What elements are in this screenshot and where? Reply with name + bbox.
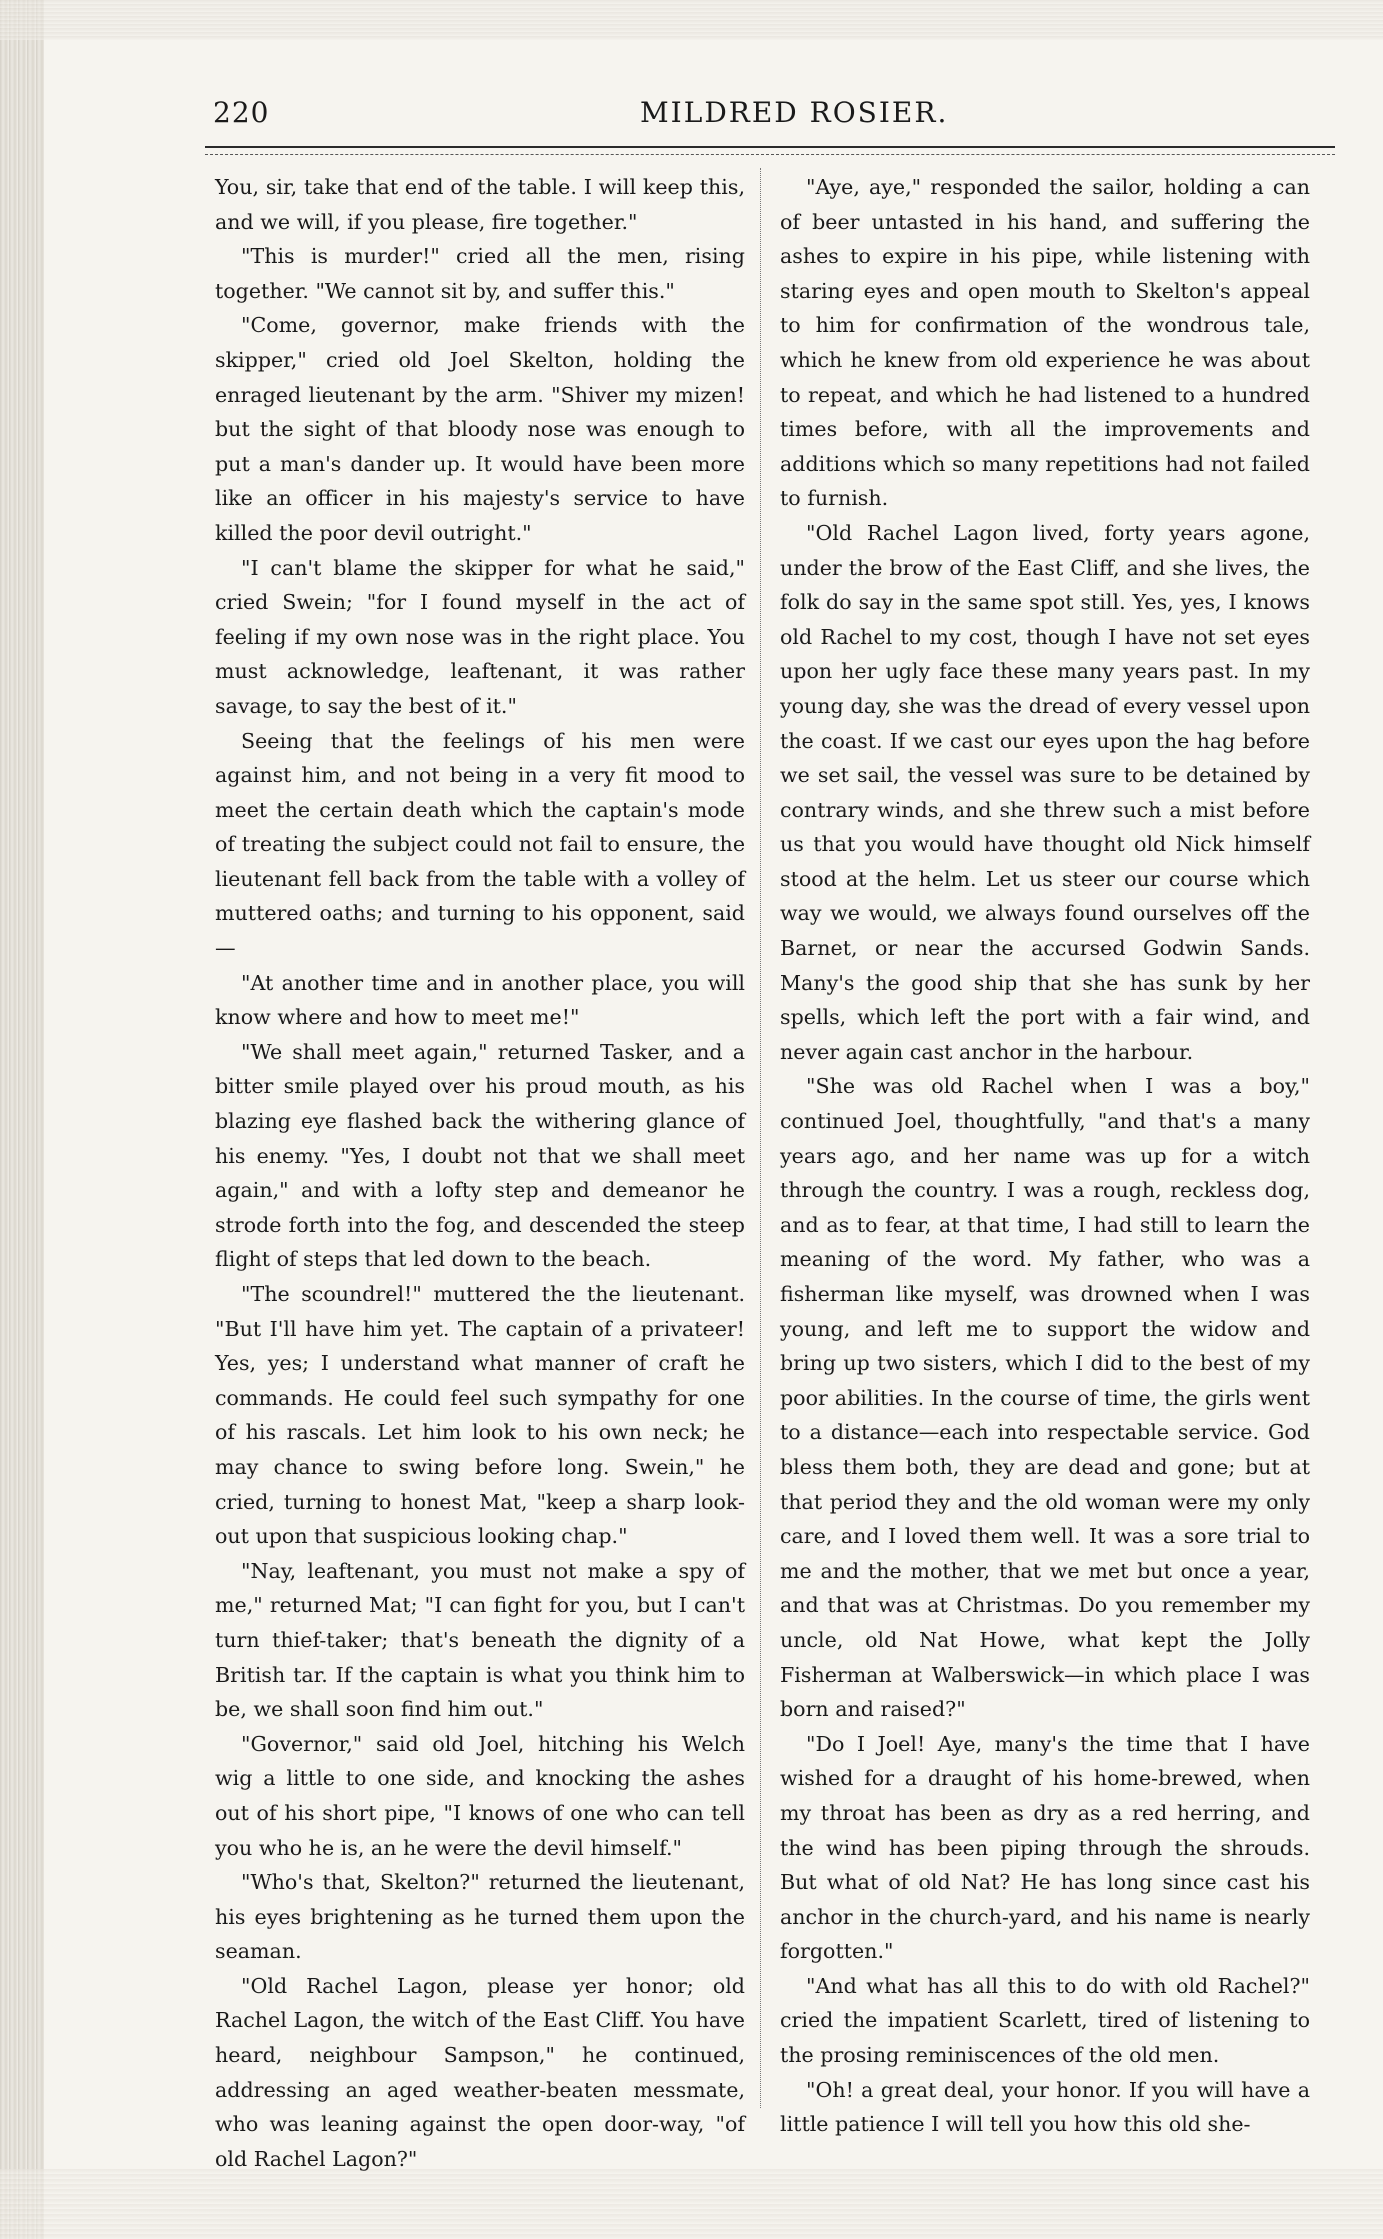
paragraph: "Nay, leaftenant, you must not make a spy of me," returned Mat; "I can fight for you, but I can't turn thief-taker; that's beneath the dignity of a British tar. If the captain is what you think him to be, we shall soon find him out." — [215, 1558, 745, 1722]
paragraph: "I can't blame the skipper for what he said," cried Swein; "for I found myself in the act of feeling if my own nose was in the right place. You must acknowledge, leaftenant, it was rather savage, to say the best of it." — [215, 555, 745, 718]
paragraph: "Who's that, Skelton?" returned the lieutenant, his eyes brightening as he turned them upon the seaman. — [215, 1870, 745, 1964]
page-header — [205, 96, 1335, 142]
paragraph: "Do I Joel! Aye, many's the time that I have wished for a draught of his home-brewed, when my throat has been as dry as a red herring, and the wind has been piping through the shrouds. But what of old Nat? He has long since cast his anchor in the church-yard, and his name is nearly forgotten." — [780, 1731, 1310, 1964]
left-text-column — [215, 170, 745, 2171]
column-divider — [760, 168, 761, 2108]
scanned-page-edge — [0, 0, 44, 2239]
running-title: MILDRED ROSIER. — [640, 96, 949, 129]
paragraph: Seeing that the feelings of his men were against him, and not being in a very fit mood to meet the certain death which the captain's mode of treating the subject could not fail to ensure, the lieutenant fell back from the table with a volley of muttered oaths; and turning to his opponent, said— — [215, 728, 745, 961]
paragraph: "Old Rachel Lagon lived, forty years agone, under the brow of the East Cliff, and she lives, the folk do say in the same spot still. Yes, yes, I knows old Rachel to my cost, though I have not set eyes upon her ugly face these many years past. In my young day, she was the dread of every vessel upon the coast. If we cast our eyes upon the hag before we set sail, the vessel was sure to be detained by contrary winds, and she threw such a mist before us that you would have thought old Nick himself stood at the helm. Let us steer our course which way we would, we always found ourselves off the Barnet, or near the accursed Godwin Sands. Many's the good ship that she has sunk by her spells, which left the port with a fair wind, and never again cast anchor in the harbour. — [780, 520, 1310, 1064]
right-text-column — [780, 170, 1310, 2137]
paragraph: "This is murder!" cried all the men, rising together. "We cannot sit by, and suffer this." — [215, 244, 745, 303]
paragraph: "Oh! a great deal, your honor. If you will have a little patience I will tell you how this old she- — [780, 2077, 1310, 2137]
scan-noise-top — [0, 0, 1383, 40]
paragraph: "And what has all this to do with old Rachel?" cried the impatient Scarlett, tired of listening to the prosing reminiscences of the old men. — [780, 1973, 1310, 2068]
page-number: 220 — [213, 96, 270, 129]
paragraph: "We shall meet again," returned Tasker, and a bitter smile played over his proud mouth, as his blazing eye flashed back the withering glance of his enemy. "Yes, I doubt not that we shall meet again," and with a lofty step and demeanor he strode forth into the fog, and descended the steep flight of steps that led down to the beach. — [215, 1039, 745, 1272]
scan-noise-bottom — [0, 2169, 1383, 2239]
paragraph: "Come, governor, make friends with the skipper," cried old Joel Skelton, holding the enraged lieutenant by the arm. "Shiver my mizen! but the sight of that bloody nose was enough to put a man's dander up. It would have been more like an officer in his majesty's service to have killed the poor devil outright." — [215, 313, 745, 545]
paragraph: "Governor," said old Joel, hitching his Welch wig a little to one side, and knocking the ashes out of his short pipe, "I knows of one who can tell you who he is, an he were the devil himself." — [215, 1731, 745, 1860]
paragraph: You, sir, take that end of the table. I will keep this, and we will, if you please, fire together." — [215, 175, 745, 234]
paragraph: "Aye, aye," responded the sailor, holding a can of beer untasted in his hand, and suffering the ashes to expire in his pipe, while listening with staring eyes and open mouth to Skelton's appeal to him for confirmation of the wondrous tale, which he knew from old experience he was about to repeat, and which he had listened to a hundred times before, with all the improvements and additions which so many repetitions had not failed to furnish. — [780, 175, 1310, 511]
paragraph: "At another time and in another place, you will know where and how to meet me!" — [215, 970, 745, 1030]
paragraph: "The scoundrel!" muttered the the lieutenant. "But I'll have him yet. The captain of a privateer! Yes, yes; I understand what manner of craft he commands. He could feel such sympathy for one of his rascals. Let him look to his own neck; he may chance to swing before long. Swein," he cried, turning to honest Mat, "keep a sharp look-out upon that suspicious looking chap." — [215, 1282, 745, 1549]
paragraph: "She was old Rachel when I was a boy," continued Joel, thoughtfully, "and that's a many years ago, and her name was up for a witch through the country. I was a rough, reckless dog, and as to fear, at that time, I had still to learn the meaning of the word. My father, who was a fisherman like myself, was drowned when I was young, and left me to support the widow and bring up two sisters, which I did to the best of my poor abilities. In the course of time, the girls went to a distance—each into respectable service. God bless them both, they are dead and gone; but at that period they and the old woman were my only care, and I loved them well. It was a sore trial to me and the mother, that we met but once a year, and that was at Christmas. Do you remember my uncle, old Nat Howe, what kept the Jolly Fisherman at Walberswick—in which place I was born and raised?" — [780, 1074, 1310, 1722]
paragraph: "Old Rachel Lagon, please yer honor; old Rachel Lagon, the witch of the East Cliff. You have heard, neighbour Sampson," he continued, addressing an aged weather-beaten messmate, who was leaning against the open door-way, "of old Rachel Lagon?" — [215, 1973, 745, 2171]
header-rule — [205, 146, 1335, 155]
